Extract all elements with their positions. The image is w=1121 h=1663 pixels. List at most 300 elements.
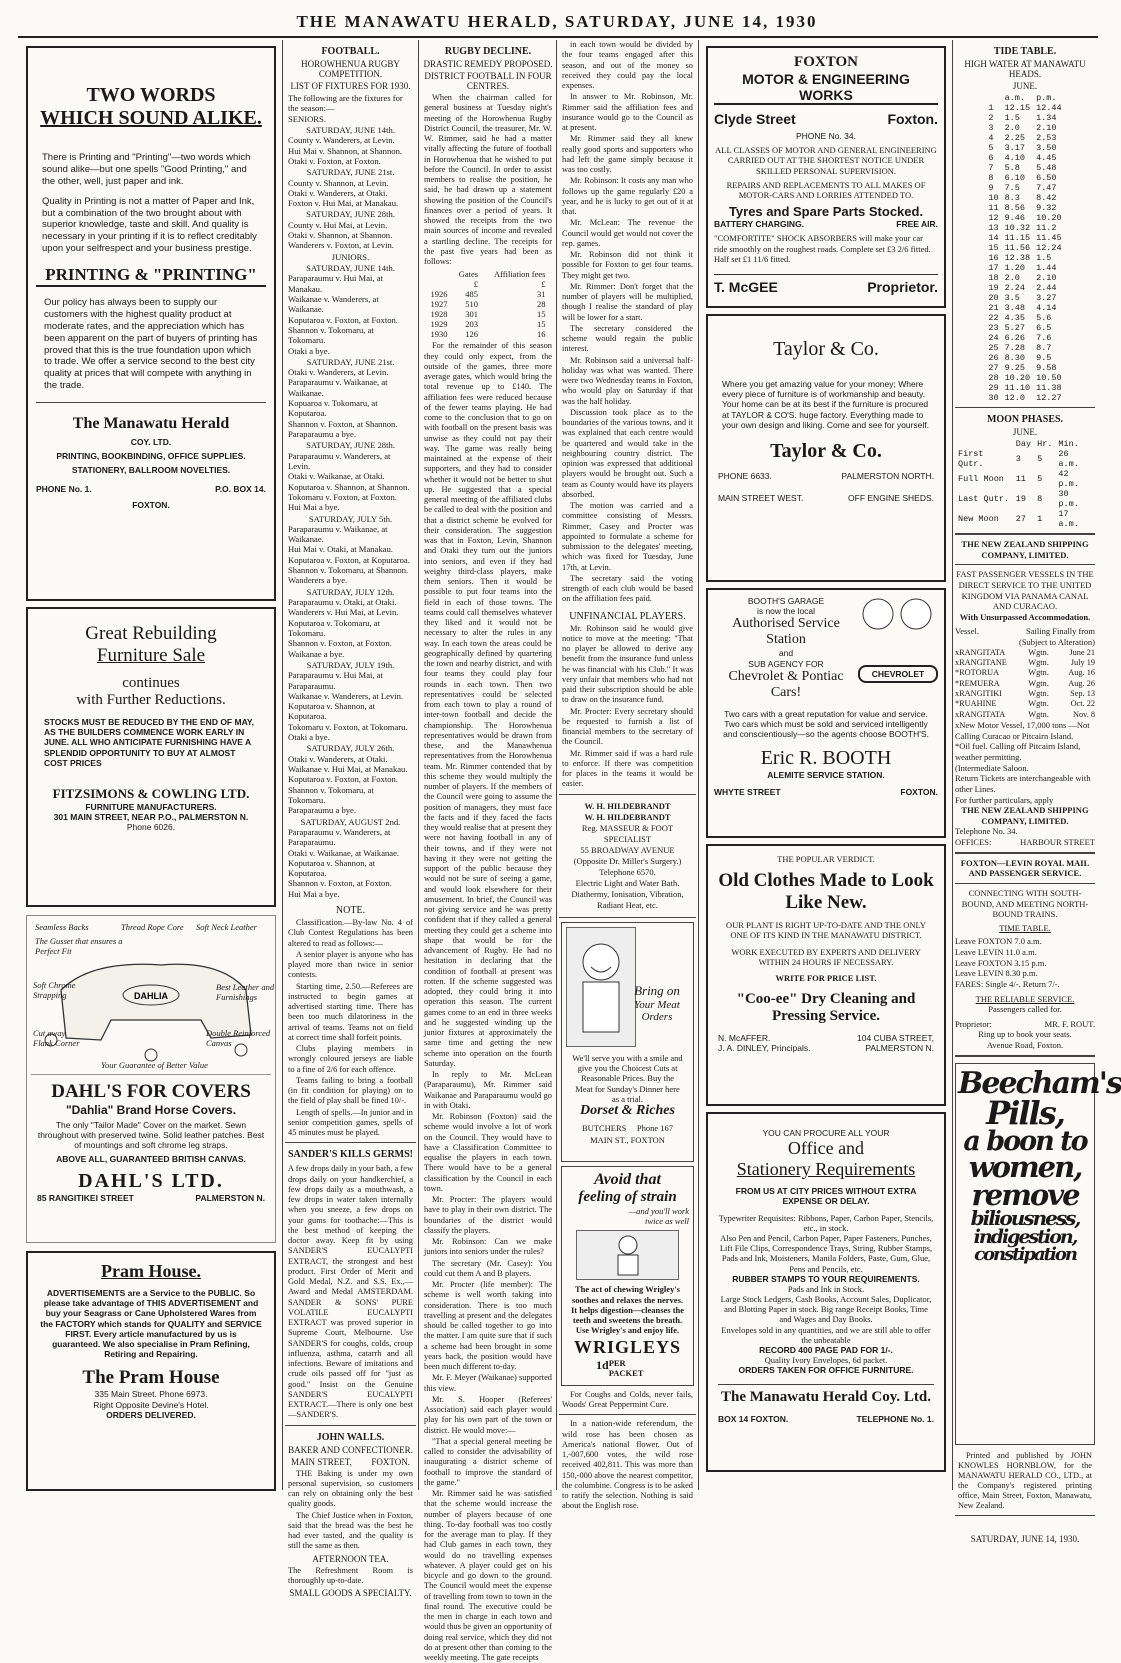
ad-title: MOTOR & ENGINEERING WORKS [714, 71, 938, 105]
table-cell: 19 [988, 283, 999, 293]
table-cell: 1.20 [1004, 263, 1025, 273]
article-paragraph: Mr. S. Hooper (Referees' Association) said each player would play for his own part of the town or district. He would move:— [424, 1394, 552, 1435]
fixture-item: Wanderers v. Foxton, at Levin. [288, 240, 394, 251]
note-list [285, 918, 416, 1138]
booth-garage-ad [706, 588, 946, 838]
ad-paragraph: Two cars with a great reputation for value and service. Two cars which must be sold and serviced intelligently and conscientiously—so the agents choose BOOTH'S. [723, 708, 929, 740]
table-row [985, 113, 1064, 123]
timetable-row: Leave FOXTON 3.15 p.m. [955, 957, 1047, 968]
ad-street: HARBOUR STREET [1020, 837, 1095, 848]
article-paragraph: Mr. Rimmer: Don't forget that the number of players will be multiplied, though I realise the standard of play will be lower for a start. [562, 281, 693, 322]
firm-orders: ORDERS DELIVERED. [106, 1409, 196, 1420]
principal-name: N. McAFFER. [718, 1033, 771, 1044]
ad-paragraph: REPAIRS AND REPLACEMENTS TO ALL MAKES OF MOTOR-CARS AND LORRIES ATTENDED TO. [726, 179, 926, 200]
ad-line: Typewriter Requisites: Ribbons, Paper, Carbon Paper, Stencils, etc., in stock. [718, 1212, 934, 1233]
table-cell: 1.5 [1004, 113, 1020, 123]
table-row [985, 293, 1064, 303]
ad-line: OFFICES: [955, 837, 992, 848]
table-cell: First Qutr. [958, 449, 984, 469]
table-cell: 9.5 [1036, 353, 1052, 363]
illustration-label: The Gusset that ensures a Perfect Fit [35, 936, 123, 957]
ad-title: Bring on [634, 982, 680, 998]
company-name: The Manawatu Herald [72, 415, 230, 432]
ad-paragraph: The Chief Justice when in Foxton, said that the bread was the best he had ever tasted, and the quality is still the same as then. [288, 1510, 413, 1551]
table-cell: 6 [988, 153, 994, 163]
table-cell: 8.7 [1036, 343, 1052, 353]
table-cell: 5 [1037, 454, 1043, 464]
brand-name: WRIGLEYS [573, 1337, 682, 1358]
fixture-item: Shannon v. Foxton, at Foxton. [288, 878, 392, 889]
table-cell: Oct. 22 [1070, 699, 1095, 709]
table-row [985, 373, 1064, 383]
ad-note: For further particulars, apply [955, 794, 1054, 805]
article-paragraph: in each town would be divided by the four teams engaged after this season, and out of the money so received they could pay the local expenses. [562, 40, 693, 90]
table-cell: 16 [537, 329, 546, 340]
article-paragraph: "That a special general meeting be called to consider the advisability of inaugurating a district scheme of football to improve the standard of the game." [424, 1436, 552, 1487]
fixture-item: Paraparaumu a bye. [288, 429, 357, 439]
ad-line: ABOVE ALL, GUARANTEED BRITISH CANVAS. [56, 1153, 246, 1164]
table-cell: 5.6 [1036, 313, 1052, 323]
fixture-item: County v. Shannon, at Levin. [288, 177, 389, 188]
table-cell: 2.10 [1036, 273, 1057, 283]
table-cell: 12.15 [1004, 103, 1031, 113]
table-cell: 1 [1037, 514, 1043, 524]
table-cell: 12.44 [1036, 103, 1062, 113]
fixture-item: Shannon v. Foxton, at Shannon. [288, 418, 398, 429]
firm-address: 301 MAIN STREET, NEAR P.O., PALMERSTON N. [53, 812, 249, 823]
fixture-date: SATURDAY, JULY 12th. [306, 586, 395, 597]
ad-phone: Telephone No. 34. [955, 826, 1018, 837]
ad-paragraph: STOCKS MUST BE REDUCED BY THE END OF MAY, AS THE BUILDERS COMMENCE WORK EARLY IN JUNE. ALL WHO ANTICIPATE FURNISHING HAVE A SPLENDID OPPORTUNITY TO BUY AT ALMOST COST PRICES [44, 717, 255, 768]
article-body [421, 341, 555, 1663]
ad-title: Taylor & Co. [773, 338, 879, 360]
ad-line: FAST PASSENGER VESSELS IN THE DIRECT SERVICE TO THE UNITED KINGDOM VIA PANAMA CANAL AND CURACAO. [956, 569, 1094, 612]
fixture-item: Otaki v. Shannon, at Shannon. [288, 230, 393, 241]
note-paragraph: Clubs playing members in wrongly coloured jerseys are liable to a fine of 2/6 for each offence. [288, 1044, 413, 1074]
fixture-item: Koputaroa v. Foxton, at Koputaroa. [288, 554, 410, 565]
fixture-item: Waikanae v. Hui Mai, at Manakau. [288, 764, 408, 774]
ad-line: Passengers called for. [988, 1004, 1062, 1015]
ad-location: OFF ENGINE SHEDS. [848, 493, 934, 504]
table-cell: 18 [988, 273, 999, 283]
table-cell: 17 a.m. [1058, 509, 1079, 529]
article-paragraph: Mr. Rimmer said they all knew really good sports and supporters who had left the game simply because it was too costly. [562, 134, 693, 174]
butcher-icon [571, 937, 631, 1037]
ad-phone: PHONE 6633. [718, 470, 772, 481]
ad-title: "Coo-ee" Dry Cleaning and Pressing Service. [736, 991, 916, 1025]
svg-text:DAHLIA: DAHLIA [134, 991, 168, 1001]
ad-line: WORK EXECUTED BY EXPERTS AND DELIVERY WITHIN 24 HOURS IF NECESSARY. [731, 946, 921, 967]
ad-line: indigestion, [973, 1226, 1077, 1249]
ad-paragraph: ALL CLASSES OF MOTOR AND GENERAL ENGINEERING CARRIED OUT AT THE SHORTEST NOTICE UNDER SKILLED PERSONAL SUPERVISION. [715, 145, 937, 176]
company-services: PRINTING, BOOKBINDING, OFFICE SUPPLIES. [56, 451, 246, 462]
firm-address: Right Opposite Devine's Hotel. [93, 1399, 209, 1410]
table-cell: 3 [988, 123, 994, 133]
table-cell: 11.15 [1004, 233, 1031, 243]
article-subtitle: DRASTIC REMEDY PROPOSED. [423, 59, 553, 69]
table-header: p.m. [1036, 93, 1057, 103]
table-header: Day [1015, 439, 1032, 449]
fixture-date: SATURDAY, JULY 26th. [306, 743, 395, 754]
table-row [985, 183, 1064, 193]
fixture-item: Koputaroa v. Shannon, at Shannon. [288, 481, 410, 492]
fixture-item: Otaki v. Waikanae, at Waikanae. [288, 847, 400, 858]
ad-line: Also Pen and Pencil, Carbon Paper, Paper Fasteners, Punches, Lift File Clips, Correspondence Trays, String, Rubber Stamps, Pads and Ink, Moisteners, Manila Folders, Paste, Gum, Glue, Pens and Pencils, etc. [719, 1232, 933, 1274]
ad-title: Taylor & Co. [770, 439, 882, 462]
ad-line: a boon to [963, 1125, 1087, 1157]
ad-title: The Pram House [82, 1367, 220, 1389]
column-3 [421, 40, 555, 1662]
column-6 [955, 40, 1121, 1545]
table-cell: Wgtn. [1028, 709, 1049, 719]
office-supplies-ad [706, 1112, 946, 1472]
table-cell: 485 [465, 289, 479, 300]
table-cell: 510 [465, 299, 479, 310]
note-paragraph: A senior player is anyone who has played more than twice in senior contests. [288, 949, 413, 980]
table-cell: xRANGITANE [955, 657, 1007, 667]
section-heading: SENIORS. [288, 113, 326, 124]
column-1 [22, 40, 280, 1490]
ad-line: WRITE FOR PRICE LIST. [775, 972, 877, 983]
article-subtitle: HOROWHENUA RUGBY COMPETITION. [301, 59, 400, 79]
firm-name: FITZSIMONS & COWLING LTD. [52, 785, 250, 801]
table-cell: 4 [988, 133, 994, 143]
section-subtitle: HIGH WATER AT MANAWATU HEADS. [964, 59, 1086, 79]
fixture-item: Foxton v. Hui Mai, at Manakau. [288, 198, 399, 209]
table-row [985, 363, 1064, 373]
table-row [955, 710, 1095, 720]
table-cell: 6.10 [1004, 173, 1025, 183]
table-row [955, 689, 1095, 699]
ad-line: BATTERY CHARGING. [714, 219, 805, 230]
sailing-table [955, 648, 1095, 721]
ad-paragraph: The Refreshment Room is thoroughly up-to-date. [288, 1565, 413, 1585]
fixture-date: SATURDAY, JUNE 28th. [306, 209, 395, 220]
fixture-item: Paraparaumu v. Hui Mai, at Manakau. [288, 273, 383, 294]
fixture-item: Waikanae v. Wanderers, at Waikanae. [288, 293, 379, 315]
illustration-label: Soft Neck Leather [196, 922, 257, 932]
article-title: RUGBY DECLINE. [444, 46, 532, 57]
ad-town: PALMERSTON N. [865, 1043, 934, 1054]
fixture-item: Paraparaumu v. Wanderers, at Levin. [288, 450, 391, 471]
fixture-date: SATURDAY, JUNE 28th. [306, 440, 395, 451]
article-paragraph: In reply to Mr. McLean (Paraparaumu), Mr. Rimmer said Waikanae and Paraparaumu would go in with Otaki. [424, 1070, 552, 1110]
table-row [985, 223, 1064, 233]
article-title: FOOTBALL. [321, 46, 380, 57]
article-body: A few drops daily in your bath, a few drops daily on your handkerchief, a few drops daily as a mouthwash, a few drops in water taken internally when you sneeze, a few drops on your gums for toothache:—This is the best method of keeping the doctor away. Keep fit by using SANDER'S EUCALYPTI EXTRACT, the strongest and best product. First Order of Merit and Gold Medal, N.Z. and S.S. Ex.,—Award and Medal AMSTERDAM. SANDER & SONS' PURE VOLATILE EUCALYPTI EXTRACT was proved superior in Supreme Court, Melbourne. Use SANDER'S for coughs, colds, croup influenza, asthma, catarrh and all infections. Beware of imitations and crude oils passed off for "just as good." Insist on the Genuine SANDER'S EUCALYPTI EXTRACT.—There is only one best —SANDER'S. [288, 1164, 413, 1420]
ad-line: FREE AIR. [896, 219, 938, 230]
fixture-item: Tokomaru v. Foxton, at Tokomaru. [288, 721, 408, 732]
article-paragraph: Mr. F. Meyer (Waikanae) supported this view. [424, 1373, 552, 1393]
table-cell: Wgtn. [1028, 699, 1049, 709]
article-paragraph: Mr. Procter: The players would have to play in their own district. The boundaries of the district would classify the players. [424, 1195, 552, 1235]
article-subtitle: DISTRICT FOOTBALL IN FOUR CENTRES. [424, 71, 552, 91]
fixture-item: Hui Mai v. Shannon, at Shannon. [288, 145, 403, 156]
illustration-label: Best Leather and Furnishings [216, 982, 275, 1003]
ad-line: RUBBER STAMPS TO YOUR REQUIREMENTS. [732, 1273, 920, 1284]
ad-note: Return Tickets are interchangeable with other Lines. [955, 773, 1091, 794]
table-header: Min. [1058, 439, 1079, 449]
company-town: FOXTON. [132, 499, 170, 510]
table-cell: 9.25 [1004, 363, 1025, 373]
table-cell: 22 [988, 313, 999, 323]
article-paragraph: Mr. Procter (life member): The scheme is well worth taking into consideration. There is too much travelling at present and the delegates should be called together to go into the matter. I am quite sure that if such a scheme had been brought in some years back, the position would have been much different to-day. [424, 1280, 552, 1371]
column-rule [952, 40, 953, 1490]
section-month: JUNE. [1012, 81, 1038, 91]
fixture-item: Paraparaumu v. Waikanae, at Waikanae. [288, 377, 388, 398]
ad-name: W. H. HILDEBRANDT [584, 800, 671, 811]
ad-line: Pads and Ink in Stock. [787, 1283, 865, 1294]
chevrolet-badge: CHEVROLET [858, 665, 938, 683]
table-cell: 9.58 [1036, 363, 1057, 373]
table-cell: Sep. 13 [1070, 689, 1095, 699]
table-cell: 11 [1015, 474, 1026, 484]
ad-line: 55 BROADWAY AVENUE [580, 844, 675, 855]
article-title: SANDER'S KILLS GERMS! [287, 1149, 414, 1161]
ad-name: W. H. HILDEBRANDT [584, 811, 671, 822]
article-paragraph: Mr. Rimmer said he was satisfied that the scheme would increase the number of players because of one thing. To-day football was too costly for the average man to play. If they had Club games in each town, they would do no travelling expenses whatever. A player could get on his bicycle and go down to the ground. The Council would meet the expense of travelling from town to town in the final round. The executive could be the men in charge in each town and would thus be given an opportunity of doing real service, which they did not do at present other than coming to the weekly meeting. The gate receipts [424, 1489, 552, 1662]
fixture-item: Shannon v. Tokomaru, at Tokomaru. [288, 784, 374, 805]
table-cell: Wgtn. [1028, 689, 1049, 699]
note-paragraph: Starting time, 2.50.—Referees are instructed to begin games at advertised starting time. There has been too much dilatoriness in the arrival of teams. Teams not on field at correct time shall forfeit points. [288, 981, 413, 1042]
article-paragraph: Mr. Robinson (Foxton) said the scheme would involve a lot of work on the Council. They would have to have a Classification Committee to equalise the players in each town. There would have to be a general classification by the Council in each town. [424, 1112, 552, 1193]
fixture-item: Koputaroa v. Shannon, at Koputaroa. [288, 857, 376, 879]
table-cell: 1929 [430, 319, 448, 330]
article-paragraph: The secretary (Mr. Casey): You could cut them A and B players. [424, 1258, 552, 1278]
note-paragraph: Length of spells.—In junior and in senior competition games, spells of 45 minutes must be played. [288, 1107, 413, 1138]
fixture-item: Otaki v. Wanderers, at Otaki. [288, 753, 388, 764]
table-cell: New Moon [958, 514, 999, 524]
firm-desc: FURNITURE MANUFACTURERS. [85, 801, 217, 812]
article-paragraph: In a nation-wide referendum, the wild rose has been chosen as America's national flower. Out of 1,-007,600 votes, the wild rose received 402,811. This was more than 150,-000 above the nearest competitor, the columbine. Congress is to be asked to ratify the selection. Nothing is said about the English rose. [562, 1419, 693, 1511]
receipts-table: Gates Affiliation fees £ £ 1926 485 31 1927 510 28 1928 301 15 1929 203 15 1930 126 16 [430, 269, 546, 340]
butcher-illustration [566, 927, 636, 1047]
table-cell: 2.24 [1004, 283, 1025, 293]
table-row [985, 153, 1064, 163]
table-row [955, 469, 1095, 489]
table-cell: Wgtn. [1028, 668, 1049, 678]
table-row [985, 273, 1064, 283]
table-cell: July 19 [1070, 657, 1095, 667]
column-rule [418, 40, 419, 1490]
article-paragraph: For the remainder of this season they could only expect, from the outside of the games, three more average gates, which would bring the total revenue up to £140. The affiliation fees were reduced because of the fewer teams playing. He had come to the conclusion that to go on with football on the present basis was unwise as they could not pay their way. The game was really being maintained at the expense of their supporters, and they had to consider whether it would not be better to shut up. He suggested that a special general meeting of the affiliated clubs be called to deal with the position and that a district scheme be evolved for their consideration. The suggestion was that in Foxton, Levin, Shannon and Otaki they turn out the juniors into seniors, and even if they had weighty third-class players, make them seniors. Then it would be possible to put four teams into the field in each of those towns. The teams could call themselves whatever they liked and it would not be necessary to alter the rules in any way. In each town the areas could be geographically defined by quartering the town and nearby district, and with four teams they could play four rounds in each town. Then two representatives could be selected from each town to play a round of inter-town football and decide the championship. The Horowhenua representatives would be drawn from these, and the Manawhenua representatives from the Horowhenua team. Mr. Rimmer contended that by this scheme they would multiply the number of players. If the members of the Council were going to assume the position of managers, they must face the facts and if they faced the facts they would realise that at present they were not having football in any of their towns, and if they were not having it they were not getting the support of the public because they would not be sure of seeing a game, and would look elsewhere for their amusement. In brief, the Council was not giving service and he was pretty confident that if they called a general meeting they could get a scheme into shape that would be for the advancement of Rugby. He had no hesitation in declaring that the condition of football at present was rotten. If the scheme suggested was adopted, they could bring it into operation this season. The current games come to an end in three weeks and he suggested winding up the junior fixtures at approximately the same time and getting the new scheme into operation on the fourth Saturday. [424, 341, 552, 1068]
fixture-item: Otaki a bye. [288, 732, 330, 743]
table-cell: 12.0 [1004, 393, 1025, 403]
table-row [985, 173, 1064, 183]
table-cell: 27 [988, 363, 999, 373]
worker-illustration [576, 1230, 679, 1280]
illustration-label: Your Guarantee of Better Value [101, 1060, 208, 1070]
table-cell: 8 [1037, 494, 1043, 504]
company-phone: PHONE No. 1. [36, 483, 92, 494]
ad-phone: PHONE No. 34. [796, 131, 856, 141]
table-cell: 31 [537, 289, 546, 300]
fixture-date: SATURDAY, JUNE 14th. [306, 124, 395, 135]
ad-title: FOXTON [794, 54, 858, 70]
fixture-item: Paraparaumu v. Hui Mai, at Paraparaumu. [288, 670, 383, 691]
firm-address: MAIN ST., FOXTON [590, 1134, 665, 1145]
fixture-item: Shannon v. Foxton, at Foxton. [288, 638, 392, 649]
table-cell: 301 [465, 309, 479, 320]
fixture-item: Hui Mai v. Otaki, at Manakau. [288, 544, 393, 555]
dahl-ad [26, 915, 276, 1243]
table-row [985, 203, 1064, 213]
ad-paragraph: The only "Tailor Made" Cover on the market. Sewn throughout with preserved twine. Solid leather patches. Best of mountings and soft chrome leg straps. [37, 1120, 265, 1151]
table-row [985, 143, 1064, 153]
table-row [985, 163, 1064, 173]
ad-heading: PRINTING & "PRINTING" [36, 265, 266, 287]
firm-town: PALMERSTON N. [195, 1192, 265, 1203]
table-cell: 5.27 [1004, 323, 1025, 333]
table-header: Affiliation fees [493, 269, 546, 280]
ad-note: (Intermediate Saloon. [955, 762, 1029, 773]
article-intro: The following are the fixtures for the season:— [288, 93, 403, 114]
table-cell: Aug. 16 [1068, 668, 1095, 678]
ad-paragraph: Quality in Printing is not a matter of Paper and Ink, but a combination of the two brought about with superior knowledge, taste and skill. And quality is necessary in your printing if it is to reflect creditably upon your selfrespect and your business prestige. [42, 195, 257, 255]
table-cell: 9.46 [1004, 213, 1025, 223]
ad-line: (Opposite Dr. Miller's Surgery.) [573, 855, 682, 866]
illustration-label: Seamless Backs [35, 922, 89, 932]
hildebrandt-ad [559, 799, 696, 913]
table-cell: Wgtn. [1028, 647, 1049, 657]
table-cell: 12.27 [1036, 393, 1062, 403]
ad-line: CONNECTING WITH SOUTH-BOUND, AND MEETING NORTH-BOUND TRAINS. [961, 887, 1089, 920]
table-cell: 5.48 [1036, 163, 1057, 173]
table-row [985, 393, 1064, 403]
firm-phone: Phone 167 [636, 1122, 673, 1133]
table-row [955, 679, 1095, 689]
table-cell: *RUAHINE [955, 699, 997, 709]
table-cell: 1.44 [1036, 263, 1057, 273]
table-row [985, 233, 1064, 243]
fixture-date: SATURDAY, JUNE 21st. [306, 167, 395, 178]
section-heading: NOTE. [335, 905, 366, 917]
table-cell: 7.28 [1004, 343, 1025, 353]
article-paragraph: Discussion took place as to the boundaries of the various towns, and it was explained that each centre would be quartered and would take in the neighbouring country district. The opinion was expressed that additional players would be brought out. Such a team as County would have its players absorbed. [562, 407, 693, 499]
fixture-item: Koputaroa v. Foxton, at Foxton. [288, 774, 398, 785]
ad-line: Quality Ivory Envelopes, 6d packet. [764, 1355, 888, 1366]
table-row [985, 133, 1064, 143]
table-cell: 3.27 [1036, 293, 1057, 303]
horse-cover-illustration [31, 920, 275, 1075]
moon-table [955, 439, 1095, 529]
ad-title: feeling of strain [578, 1188, 677, 1205]
ad-title: Great Rebuilding [85, 623, 217, 644]
fixture-item: Paraparaumu v. Otaki, at Otaki. [288, 597, 397, 607]
pram-house-ad [26, 1251, 276, 1491]
ad-street: MAIN STREET WEST. [718, 493, 804, 504]
principal-name: J. A. DINLEY, Principals. [718, 1043, 811, 1054]
article-body [559, 624, 696, 790]
table-cell: 1926 [430, 289, 448, 300]
table-cell: *ROTORUA [955, 668, 1000, 678]
table-cell: 21 [988, 303, 999, 313]
ad-title: Old Clothes Made to Look Like New. [718, 870, 934, 914]
table-cell: 2.0 [1004, 273, 1020, 283]
ad-line: Telephone 6570. [599, 866, 656, 877]
footer-date: SATURDAY, JUNE 14, 1930. [970, 1534, 1080, 1545]
table-cell: 26 a.m. [1058, 449, 1079, 469]
table-cell: 8.42 [1036, 193, 1057, 203]
table-row [955, 668, 1095, 678]
table-cell: 28 [537, 299, 546, 310]
article-body [559, 40, 696, 605]
fixture-date: JUNIORS. [331, 251, 370, 262]
table-cell: 4.10 [1004, 153, 1025, 163]
ad-title: DAHL'S FOR COVERS [51, 1081, 251, 1102]
table-cell: 10.20 [1036, 213, 1062, 223]
column-5 [702, 40, 950, 1490]
ad-street: WHYTE STREET [714, 786, 781, 797]
table-row [985, 343, 1064, 353]
table-cell: 6.5 [1036, 323, 1052, 333]
article-paragraph: The motion was carried and a committee consisting of Messrs. Rimmer, Casey and Procter was appointed to formulate a scheme for submission to the delegates' meeting, which was fixed for Tuesday, June 17th, at Levin. [562, 501, 693, 572]
table-cell: 7 [988, 163, 994, 173]
ad-note: *Oil fuel. Calling off Pitcairn Island, weather permitting. [955, 741, 1081, 763]
table-cell: 2.53 [1036, 133, 1057, 143]
firm-address: 335 Main Street. Phone 6973. [94, 1389, 208, 1400]
ad-subtitle: with Further Reductions. [76, 692, 226, 708]
table-cell: Nov. 8 [1072, 709, 1095, 719]
fixture-item: County v. Wanderers, at Levin. [288, 135, 395, 146]
fixture-item: Paraparaumu v. Wanderers, at Paraparaumu. [288, 826, 391, 848]
table-cell: 2.10 [1036, 123, 1057, 133]
ad-title: Office and [787, 1138, 865, 1159]
table-cell: 126 [465, 329, 479, 340]
ad-paragraph: For Coughs and Colds, never fails, Woods' Great Peppermint Cure. [562, 1389, 693, 1410]
company-services: STATIONERY, BALLROOM NOVELTIES. [71, 465, 231, 476]
ad-street: MAIN STREET, [291, 1456, 352, 1467]
article-paragraph: Mr. Procter: Every secretary should be requested to furnish a list of financial members to the secretary of the Council. [562, 706, 693, 747]
table-row [985, 103, 1064, 113]
ad-title: Authorised Service Station [732, 616, 840, 648]
printing-ad [26, 46, 276, 601]
fixture-item: County v. Hui Mai, at Levin. [288, 219, 388, 230]
ad-street: Avenue Road, Foxton. [986, 1040, 1064, 1051]
table-cell: 5.8 [1004, 163, 1020, 173]
ad-title: JOHN WALLS. [316, 1431, 385, 1443]
illustration-label: Soft Chrome Strapping [33, 980, 76, 1001]
table-cell: 10 [988, 193, 999, 203]
table-cell: 10.50 [1036, 373, 1062, 383]
timetable-row: Leave LEVIN 8.30 p.m. [955, 968, 1038, 979]
table-row [955, 648, 1095, 658]
fixture-date: SATURDAY, JULY 5th. [308, 513, 393, 524]
table-cell: 30 p.m. [1058, 489, 1079, 509]
table-cell: 12.24 [1036, 243, 1062, 253]
ad-title: Furniture Sale [96, 645, 206, 666]
ad-line: and [778, 648, 794, 659]
ad-line: biliousness, [970, 1206, 1080, 1231]
table-cell: 4.45 [1036, 153, 1057, 163]
table-cell: 15 [988, 243, 999, 253]
fixture-item: Otaki v. Wanderers, at Otaki. [288, 187, 388, 198]
ad-heading: Tyres and Spare Parts Stocked. [728, 204, 924, 220]
ad-paragraph: There is Printing and "Printing"—two words which sound alike—but one spells "Good Printing," and the other, well, just paper and ink. [42, 152, 251, 187]
article-paragraph: The secretary considered the scheme would regain the public interest. [562, 323, 693, 354]
table-cell: xRANGITATA [955, 647, 1006, 657]
table-cell: 30 [988, 393, 999, 403]
table-cell: 3.50 [1036, 143, 1057, 153]
shipping-ad [955, 539, 1095, 848]
fixture-item: Wanderers v. Hui Mai, at Levin. [288, 607, 399, 618]
masthead-rule [18, 36, 1098, 38]
ad-heading: TIME TABLE. [999, 922, 1051, 933]
table-row [985, 253, 1064, 263]
table-cell: Aug. 26 [1068, 678, 1095, 688]
ad-line: constipation [974, 1244, 1076, 1266]
ad-paragraph: Our policy has always been to supply our customers with the highest quality product at moderate rates, and the appreciation which has been apparent on the part of buyers of printing has proved that this is the true foundation upon which to trade. We offer a service second to the best city quality at prices that will compete with anything in the trade. [44, 297, 258, 392]
